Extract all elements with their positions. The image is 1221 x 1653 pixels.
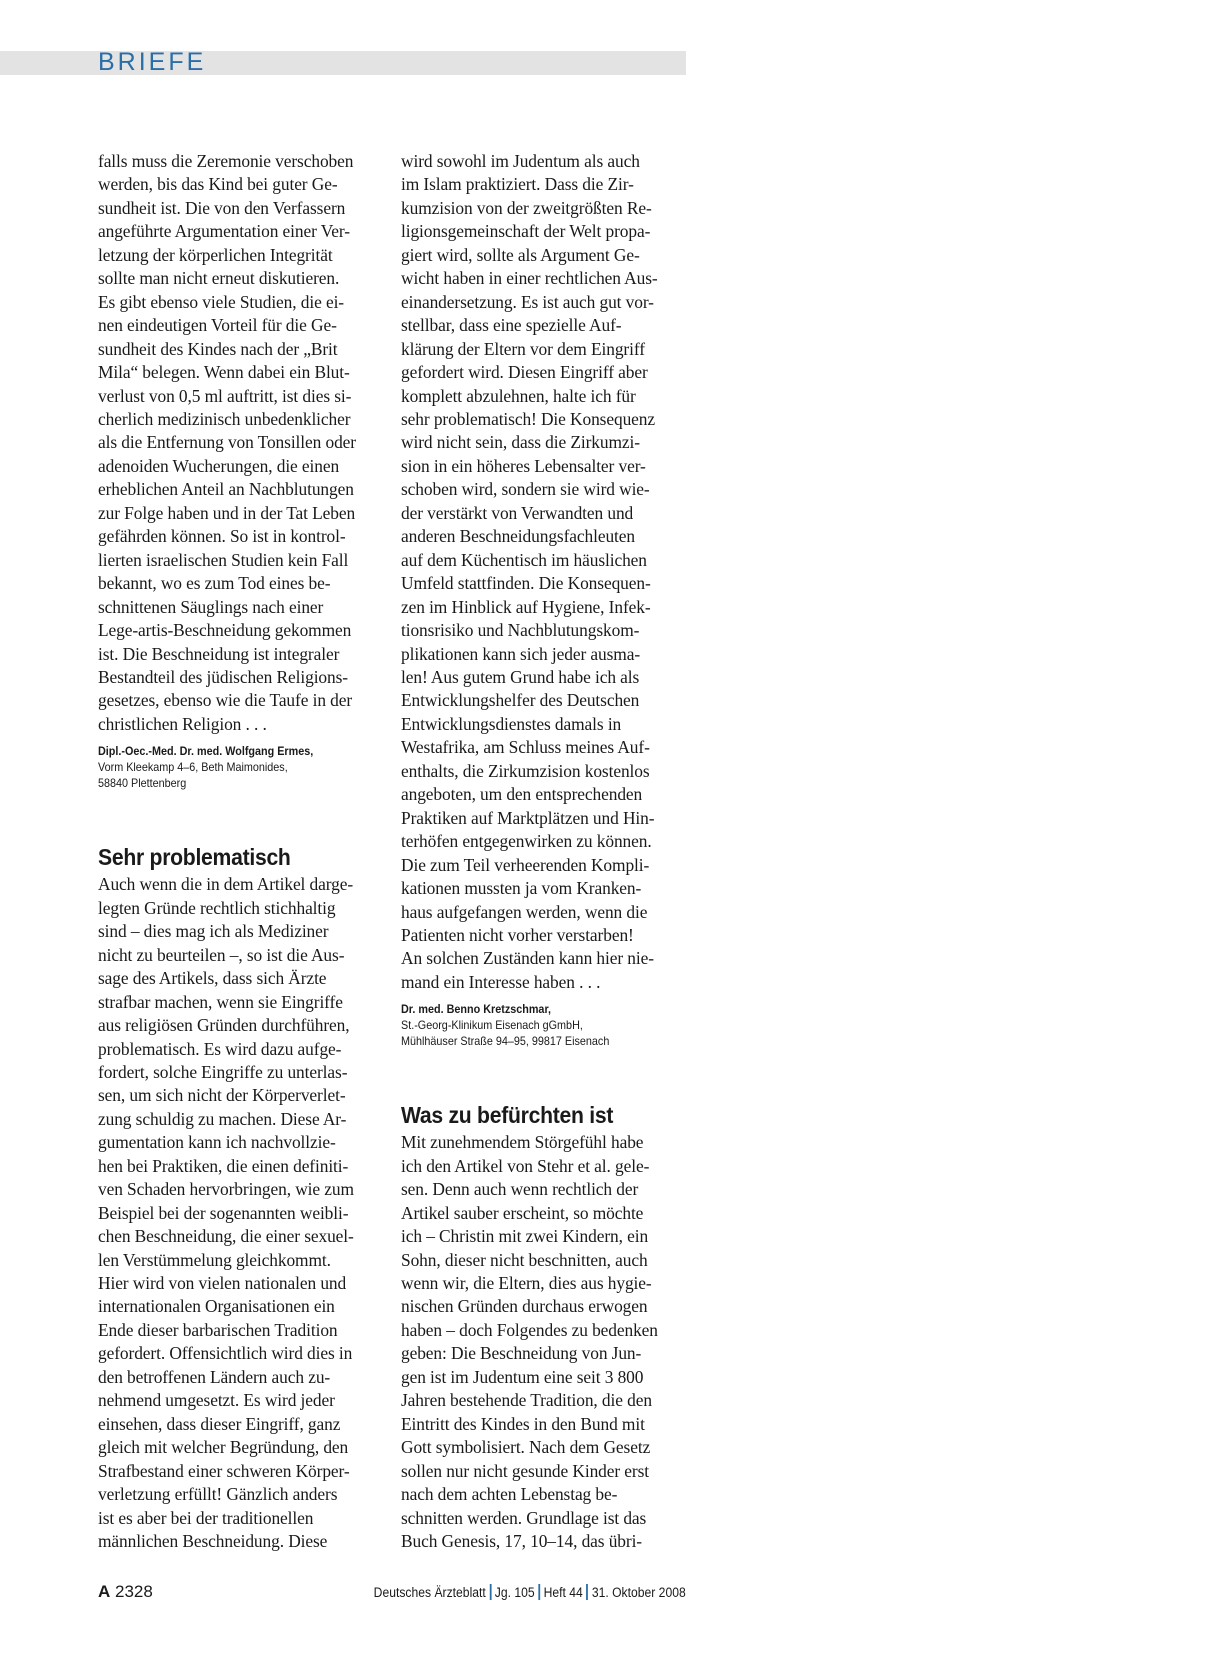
footer-citation bbox=[374, 1584, 686, 1600]
text-line: einandersetzung. Es ist auch gut vor- bbox=[401, 291, 654, 312]
text-line: gen ist im Judentum eine seit 3 800 bbox=[401, 1366, 644, 1387]
text-line: anderen Beschneidungsfachleuten bbox=[401, 526, 635, 547]
text-line: len Verstümmelung gleichkommt. bbox=[98, 1249, 331, 1270]
text-line: An solchen Zuständen kann hier nie- bbox=[401, 948, 654, 969]
text-line: Gott symbolisiert. Nach dem Gesetz bbox=[401, 1437, 651, 1458]
text-line: Ende dieser barbarischen Tradition bbox=[98, 1319, 338, 1340]
text-line: internationalen Organisationen ein bbox=[98, 1296, 335, 1317]
signature-address-line: Vorm Kleekamp 4–6, Beth Maimonides, bbox=[98, 760, 288, 775]
separator bbox=[490, 1584, 492, 1600]
issue: Heft 44 bbox=[543, 1585, 584, 1600]
text-line: zur Folge haben und in der Tat Leben bbox=[98, 502, 356, 523]
text-line: nach dem achten Lebenstag be- bbox=[401, 1484, 618, 1505]
text-line: falls muss die Zeremonie verschoben bbox=[98, 151, 354, 171]
text-line: gesetzes, ebenso wie die Taufe in der bbox=[98, 690, 353, 711]
text-line: plikationen kann sich jeder ausma- bbox=[401, 643, 641, 664]
text-line: giert wird, sollte als Argument Ge- bbox=[401, 244, 640, 265]
text-line: schnittenen Säuglings nach einer bbox=[98, 596, 324, 617]
text-line: gumentation kann ich nachvollzie- bbox=[98, 1132, 336, 1153]
text-line: sehr problematisch! Die Konsequenz bbox=[401, 408, 655, 429]
text-line: Mila“ belegen. Wenn dabei ein Blut- bbox=[98, 362, 350, 383]
text-line: bekannt, wo es zum Tod eines be- bbox=[98, 573, 331, 594]
text-line: Strafbestand einer schweren Körper- bbox=[98, 1460, 350, 1481]
right-column bbox=[401, 150, 686, 1553]
text-line: gleich mit welcher Begründung, den bbox=[98, 1437, 349, 1458]
text-line: terhöfen entgegenwirken zu können. bbox=[401, 831, 652, 852]
text-line: Umfeld stattfinden. Die Konsequen- bbox=[401, 573, 651, 594]
text-line: geben: Die Beschneidung von Jun- bbox=[401, 1343, 642, 1364]
text-line: zen im Hinblick auf Hygiene, Infek- bbox=[401, 596, 651, 617]
left-paragraph-1 bbox=[98, 150, 383, 736]
text-line: auf dem Küchentisch im häuslichen bbox=[401, 549, 647, 570]
text-line: nischen Gründen durchaus erwogen bbox=[401, 1296, 648, 1317]
text-line: Eintritt des Kindes in den Bund mit bbox=[401, 1413, 645, 1434]
text-line: kationen mussten ja vom Kranken- bbox=[401, 878, 642, 899]
text-line: erheblichen Anteil an Nachblutungen bbox=[98, 479, 354, 500]
text-line: ist. Die Beschneidung ist integraler bbox=[98, 643, 340, 664]
text-line: Buch Genesis, 17, 10–14, das übri- bbox=[401, 1531, 643, 1552]
text-line: haus aufgefangen werden, wenn die bbox=[401, 901, 648, 922]
text-line: sollte man nicht erneut diskutieren. bbox=[98, 268, 340, 289]
text-line: im Islam praktiziert. Dass die Zir- bbox=[401, 174, 634, 195]
text-line: klärung der Eltern vor dem Eingriff bbox=[401, 338, 645, 359]
signature-name: Dipl.-Oec.-Med. Dr. med. Wolfgang Ermes, bbox=[98, 744, 314, 759]
text-line: mand ein Interesse haben . . . bbox=[401, 971, 601, 992]
right-paragraph-1 bbox=[401, 150, 686, 994]
text-line: ven Schaden hervorbringen, wie zum bbox=[98, 1179, 354, 1200]
text-line: sundheit des Kindes nach der „Brit bbox=[98, 338, 338, 359]
text-line: tionsrisiko und Nachblutungskom- bbox=[401, 620, 640, 641]
text-line: angeführte Argumentation einer Ver- bbox=[98, 221, 350, 242]
text-line: wenn wir, die Eltern, dies aus hygie- bbox=[401, 1273, 652, 1294]
text-line: sen, um sich nicht der Körperverlet- bbox=[98, 1085, 346, 1106]
text-line: lierten israelischen Studien kein Fall bbox=[98, 549, 349, 570]
text-line: männlichen Beschneidung. Diese bbox=[98, 1531, 328, 1552]
text-line: sundheit ist. Die von den Verfassern bbox=[98, 197, 346, 218]
text-line: chen Beschneidung, die einer sexuel- bbox=[98, 1226, 354, 1247]
text-line: wicht haben in einer rechtlichen Aus- bbox=[401, 268, 658, 289]
issue-date: 31. Oktober 2008 bbox=[592, 1585, 686, 1600]
left-column bbox=[98, 150, 383, 1553]
text-line: sind – dies mag ich als Mediziner bbox=[98, 921, 329, 942]
text-line: Lege-artis-Beschneidung gekommen bbox=[98, 620, 352, 641]
heading-sehr-problematisch: Sehr problematisch bbox=[98, 844, 291, 871]
text-line: verlust von 0,5 ml auftritt, ist dies si- bbox=[98, 385, 352, 406]
text-line: Patienten nicht vorher verstarben! bbox=[401, 924, 634, 945]
text-line: ich – Christin mit zwei Kindern, ein bbox=[401, 1226, 649, 1247]
text-line: Westafrika, am Schluss meines Auf- bbox=[401, 737, 650, 758]
text-line: aus religiösen Gründen durchführen, bbox=[98, 1015, 350, 1036]
text-line: christlichen Religion . . . bbox=[98, 713, 267, 734]
page-footer bbox=[98, 1582, 686, 1604]
text-line: nen eindeutigen Vorteil für die Ge- bbox=[98, 315, 337, 336]
text-line: schnitten werden. Grundlage ist das bbox=[401, 1507, 647, 1528]
text-line: legten Gründe rechtlich stichhaltig bbox=[98, 897, 336, 918]
text-line: Auch wenn die in dem Artikel darge- bbox=[98, 874, 354, 895]
text-line: ich den Artikel von Stehr et al. gele- bbox=[401, 1155, 650, 1176]
text-line: Entwicklungsdienstes damals in bbox=[401, 713, 622, 734]
text-line: wird sowohl im Judentum als auch bbox=[401, 151, 640, 171]
text-line: den betroffenen Ländern auch zu- bbox=[98, 1366, 331, 1387]
signature-address-line: 58840 Plettenberg bbox=[98, 776, 187, 791]
separator bbox=[539, 1584, 541, 1600]
text-line: Hier wird von vielen nationalen und bbox=[98, 1273, 347, 1294]
signature-address-line: Mühlhäuser Straße 94–95, 99817 Eisenach bbox=[401, 1034, 610, 1049]
text-line: Entwicklungshelfer des Deutschen bbox=[401, 690, 640, 711]
volume: Jg. 105 bbox=[495, 1585, 535, 1600]
page-number-value: 2328 bbox=[115, 1582, 153, 1601]
separator bbox=[587, 1584, 589, 1600]
text-line: nicht zu beurteilen –, so ist die Aus- bbox=[98, 944, 345, 965]
text-line: ligionsgemeinschaft der Welt propa- bbox=[401, 221, 651, 242]
text-line: ist es aber bei der traditionellen bbox=[98, 1507, 314, 1528]
section-label: BRIEFE bbox=[98, 48, 207, 76]
text-line: werden, bis das Kind bei guter Ge- bbox=[98, 174, 338, 195]
text-line: adenoiden Wucherungen, die einen bbox=[98, 455, 340, 476]
text-line: sage des Artikels, dass sich Ärzte bbox=[98, 968, 327, 989]
text-line: problematisch. Es wird dazu aufge- bbox=[98, 1038, 342, 1059]
text-line: zung schuldig zu machen. Diese Ar- bbox=[98, 1108, 347, 1129]
text-line: haben – doch Folgendes zu bedenken bbox=[401, 1319, 658, 1340]
text-line: Beispiel bei der sogenannten weibli- bbox=[98, 1202, 349, 1223]
text-line: kumzision von der zweitgrößten Re- bbox=[401, 197, 652, 218]
page-number bbox=[98, 1582, 153, 1602]
text-line: hen bei Praktiken, die einen definiti- bbox=[98, 1155, 349, 1176]
text-line: Mit zunehmendem Störgefühl habe bbox=[401, 1132, 644, 1153]
text-line: strafbar machen, wenn sie Eingriffe bbox=[98, 991, 343, 1012]
text-line: enthalts, die Zirkumzision kostenlos bbox=[401, 760, 650, 781]
page-prefix: A bbox=[98, 1582, 111, 1601]
text-line: einsehen, dass dieser Eingriff, ganz bbox=[98, 1413, 341, 1434]
signature-ermes bbox=[98, 743, 386, 791]
text-line: nehmend umgesetzt. Es wird jeder bbox=[98, 1390, 335, 1411]
right-paragraph-2 bbox=[401, 1131, 686, 1553]
text-line: fordert, solche Eingriffe zu unterlas- bbox=[98, 1061, 348, 1082]
text-line: wird nicht sein, dass die Zirkumzi- bbox=[401, 432, 640, 453]
text-line: gefordert wird. Diesen Eingriff aber bbox=[401, 362, 648, 383]
signature-name: Dr. med. Benno Kretzschmar, bbox=[401, 1002, 552, 1017]
text-line: schoben wird, sondern sie wird wie- bbox=[401, 479, 650, 500]
text-line: Bestandteil des jüdischen Religions- bbox=[98, 666, 348, 687]
signature-address-line: St.-Georg-Klinikum Eisenach gGmbH, bbox=[401, 1018, 583, 1033]
text-line: letzung der körperlichen Integrität bbox=[98, 244, 333, 265]
text-line: len! Aus gutem Grund habe ich als bbox=[401, 666, 640, 687]
text-line: sen. Denn auch wenn rechtlich der bbox=[401, 1179, 639, 1200]
text-line: Sohn, dieser nicht beschnitten, auch bbox=[401, 1249, 648, 1270]
text-line: Die zum Teil verheerenden Kompli- bbox=[401, 854, 650, 875]
text-line: Artikel sauber erscheint, so möchte bbox=[401, 1202, 644, 1223]
text-line: stellbar, dass eine spezielle Auf- bbox=[401, 315, 622, 336]
text-line: Praktiken auf Marktplätzen und Hin- bbox=[401, 807, 655, 828]
text-line: sion in ein höheres Lebensalter ver- bbox=[401, 455, 646, 476]
heading-was-zu-befuerchten: Was zu befürchten ist bbox=[401, 1102, 614, 1129]
text-line: als die Entfernung von Tonsillen oder bbox=[98, 432, 356, 453]
text-line: gefordert. Offensichtlich wird dies in bbox=[98, 1343, 353, 1364]
text-line: komplett abzulehnen, halte ich für bbox=[401, 385, 636, 406]
left-paragraph-2 bbox=[98, 873, 383, 1553]
text-line: sollen nur nicht gesunde Kinder erst bbox=[401, 1460, 650, 1481]
text-line: cherlich medizinisch unbedenklicher bbox=[98, 408, 351, 429]
text-line: Es gibt ebenso viele Studien, die ei- bbox=[98, 291, 344, 312]
text-line: der verstärkt von Verwandten und bbox=[401, 502, 634, 523]
text-line: verletzung erfüllt! Gänzlich anders bbox=[98, 1484, 338, 1505]
text-line: gefährden können. So ist in kontrol- bbox=[98, 526, 346, 547]
text-line: Jahren bestehende Tradition, die den bbox=[401, 1390, 652, 1411]
signature-kretzschmar bbox=[401, 1001, 689, 1049]
text-line: angeboten, um den entsprechenden bbox=[401, 784, 643, 805]
journal-name: Deutsches Ärzteblatt bbox=[373, 1585, 487, 1600]
